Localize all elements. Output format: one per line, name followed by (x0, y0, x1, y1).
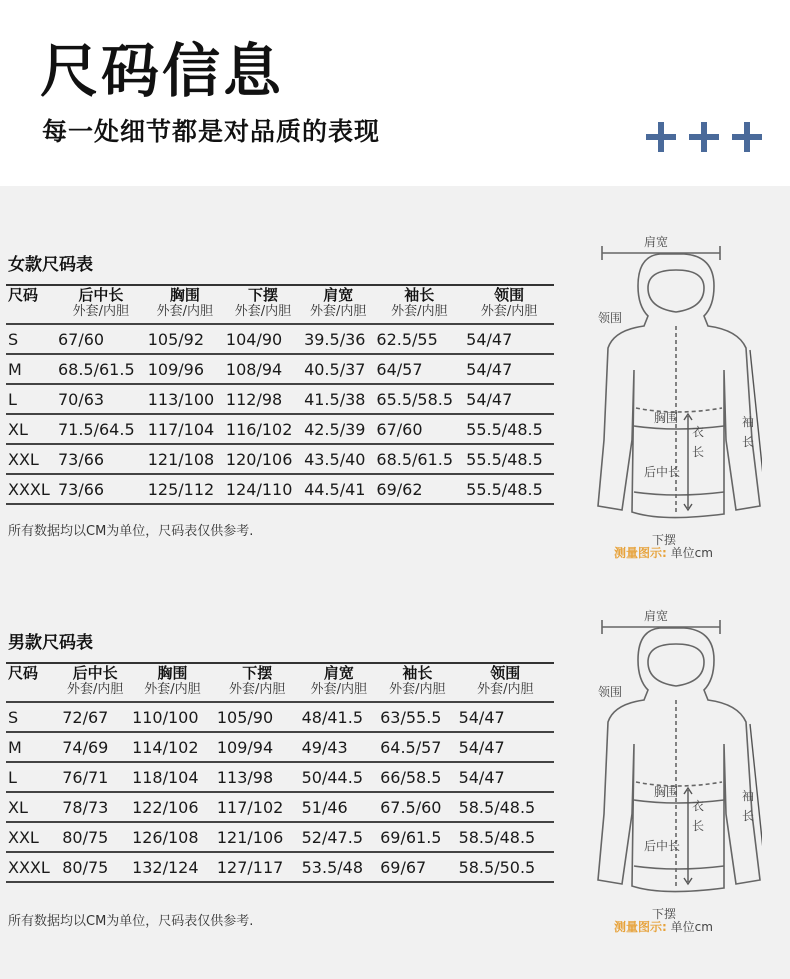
women-measurement-legend (614, 544, 713, 561)
page-header (0, 0, 790, 186)
column-subheader: 外套/内胆 (156, 304, 214, 319)
label-collar: 领围 (598, 311, 623, 325)
legend-label: 测量图示: (614, 546, 667, 560)
measurement-cell: 73/66 (56, 444, 146, 474)
measurement-cell: 68.5/61.5 (374, 444, 464, 474)
measurement-cell: 54/47 (457, 732, 554, 762)
size-cell: XXL (6, 822, 60, 852)
label-back-length: 后中长 (644, 465, 681, 479)
column-subheader: 外套/内胆 (310, 682, 368, 697)
table-row (6, 762, 554, 792)
measurement-cell: 49/43 (300, 732, 378, 762)
column-subheader: 外套/内胆 (234, 304, 292, 319)
table-row (6, 702, 554, 732)
legend-unit: 单位cm (670, 920, 713, 934)
measurement-cell: 55.5/48.5 (464, 414, 554, 444)
measurement-cell: 54/47 (464, 324, 554, 354)
measurement-cell: 50/44.5 (300, 762, 378, 792)
size-cell: XXXL (6, 852, 60, 882)
decorative-plus-row (646, 122, 762, 152)
measurement-cell: 113/100 (146, 384, 224, 414)
label-back-length: 后中长 (644, 839, 681, 853)
measurement-cell: 80/75 (60, 852, 130, 882)
measurement-cell: 69/62 (374, 474, 464, 504)
size-cell: M (6, 354, 56, 384)
measurement-cell: 114/102 (130, 732, 215, 762)
men-size-table (6, 662, 554, 883)
label-collar: 领围 (598, 685, 623, 699)
column-subheader: 外套/内胆 (389, 682, 446, 697)
measurement-cell: 104/90 (224, 324, 302, 354)
measurement-cell: 54/47 (457, 762, 554, 792)
column-subheader: 外套/内胆 (72, 304, 130, 319)
label-chest: 胸围 (654, 785, 679, 799)
measurement-cell: 132/124 (130, 852, 215, 882)
column-header: 后中长 (78, 286, 124, 304)
size-cell: XXL (6, 444, 56, 474)
measurement-cell: 64/57 (374, 354, 464, 384)
measurement-cell: 68.5/61.5 (56, 354, 146, 384)
column-subheader: 外套/内胆 (66, 682, 124, 697)
measurement-cell: 55.5/48.5 (464, 474, 554, 504)
column-header: 胸围 (157, 664, 188, 682)
measurement-cell: 80/75 (60, 822, 130, 852)
measurement-cell: 42.5/39 (302, 414, 374, 444)
table-row (6, 732, 554, 762)
measurement-cell: 70/63 (56, 384, 146, 414)
women-size-section (0, 186, 790, 566)
measurement-cell: 78/73 (60, 792, 130, 822)
measurement-cell: 73/66 (56, 474, 146, 504)
label-hem: 下摆 (652, 907, 677, 921)
measurement-cell: 66/58.5 (378, 762, 456, 792)
legend-unit: 单位cm (670, 546, 713, 560)
measurement-cell: 67.5/60 (378, 792, 456, 822)
women-size-table (6, 284, 554, 505)
measurement-cell: 120/106 (224, 444, 302, 474)
measurement-cell: 121/108 (146, 444, 224, 474)
measurement-cell: 71.5/64.5 (56, 414, 146, 444)
measurement-cell: 62.5/55 (374, 324, 464, 354)
column-header: 袖长 (402, 664, 433, 682)
measurement-cell: 109/96 (146, 354, 224, 384)
column-header-size: 尺码 (8, 664, 39, 682)
plus-icon (732, 122, 762, 152)
plus-icon (689, 122, 719, 152)
measurement-cell: 117/104 (146, 414, 224, 444)
column-subheader: 外套/内胆 (310, 304, 367, 319)
page-title: 尺码信息 (40, 37, 285, 105)
women-table-body (6, 324, 554, 504)
measurement-cell: 48/41.5 (300, 702, 378, 732)
women-measurement-diagram (592, 230, 762, 560)
size-cell: XXXL (6, 474, 56, 504)
measurement-cell: 109/94 (215, 732, 300, 762)
women-table-title: 女款尺码表 (8, 255, 93, 275)
measurement-cell: 113/98 (215, 762, 300, 792)
label-length-2: 长 (692, 445, 705, 459)
men-measurement-diagram (592, 604, 762, 934)
table-row (6, 822, 554, 852)
measurement-cell: 54/47 (464, 354, 554, 384)
measurement-cell: 110/100 (130, 702, 215, 732)
size-cell: L (6, 384, 56, 414)
measurement-cell: 40.5/37 (302, 354, 374, 384)
table-row (6, 384, 554, 414)
table-row (6, 474, 554, 504)
column-header: 袖长 (404, 286, 435, 304)
label-length-1: 衣 (692, 799, 705, 813)
size-cell: L (6, 762, 60, 792)
column-header: 领围 (494, 286, 525, 304)
column-subheader: 外套/内胆 (391, 304, 448, 319)
size-cell: S (6, 702, 60, 732)
men-size-section (0, 566, 790, 979)
label-length-1: 衣 (692, 425, 705, 439)
size-cell: XL (6, 414, 56, 444)
table-row (6, 852, 554, 882)
measurement-cell: 53.5/48 (300, 852, 378, 882)
measurement-cell: 69/61.5 (378, 822, 456, 852)
table-row (6, 792, 554, 822)
measurement-cell: 43.5/40 (302, 444, 374, 474)
label-sleeve-2: 长 (742, 809, 755, 823)
measurement-cell: 105/90 (215, 702, 300, 732)
measurement-cell: 124/110 (224, 474, 302, 504)
column-header: 后中长 (72, 664, 118, 682)
measurement-cell: 58.5/50.5 (457, 852, 554, 882)
measurement-cell: 44.5/41 (302, 474, 374, 504)
measurement-cell: 116/102 (224, 414, 302, 444)
label-length-2: 长 (692, 819, 705, 833)
men-measurement-legend (614, 918, 713, 935)
measurement-cell: 127/117 (215, 852, 300, 882)
table-row (6, 414, 554, 444)
label-sleeve-2: 长 (742, 435, 755, 449)
measurement-cell: 117/102 (215, 792, 300, 822)
men-unit-note: 所有数据均以CM为单位，尺码表仅供参考. (8, 914, 254, 929)
column-header: 肩宽 (323, 664, 354, 682)
label-chest: 胸围 (654, 411, 679, 425)
measurement-cell: 58.5/48.5 (457, 792, 554, 822)
column-subheader: 外套/内胆 (229, 682, 286, 697)
label-hem: 下摆 (652, 533, 677, 547)
label-shoulder: 肩宽 (644, 235, 669, 249)
women-unit-note: 所有数据均以CM为单位，尺码表仅供参考. (8, 524, 254, 539)
measurement-cell: 112/98 (224, 384, 302, 414)
measurement-cell: 126/108 (130, 822, 215, 852)
measurement-cell: 105/92 (146, 324, 224, 354)
measurement-cell: 72/67 (60, 702, 130, 732)
label-shoulder: 肩宽 (644, 609, 669, 623)
measurement-cell: 39.5/36 (302, 324, 374, 354)
table-row (6, 324, 554, 354)
measurement-cell: 51/46 (300, 792, 378, 822)
label-sleeve-1: 袖 (742, 789, 755, 803)
column-header: 领围 (490, 664, 521, 682)
column-header: 下摆 (247, 286, 278, 304)
table-row (6, 354, 554, 384)
measurement-cell: 63/55.5 (378, 702, 456, 732)
label-sleeve-1: 袖 (742, 415, 755, 429)
measurement-cell: 125/112 (146, 474, 224, 504)
measurement-cell: 76/71 (60, 762, 130, 792)
measurement-cell: 122/106 (130, 792, 215, 822)
measurement-cell: 69/67 (378, 852, 456, 882)
measurement-cell: 55.5/48.5 (464, 444, 554, 474)
column-header: 肩宽 (323, 286, 354, 304)
size-cell: XL (6, 792, 60, 822)
table-row (6, 444, 554, 474)
page-subtitle: 每一处细节都是对品质的表现 (42, 117, 381, 146)
size-cell: S (6, 324, 56, 354)
measurement-cell: 58.5/48.5 (457, 822, 554, 852)
measurement-cell: 67/60 (56, 324, 146, 354)
men-table-body (6, 702, 554, 882)
measurement-cell: 52/47.5 (300, 822, 378, 852)
measurement-cell: 74/69 (60, 732, 130, 762)
column-header: 胸围 (169, 286, 200, 304)
plus-icon (646, 122, 676, 152)
measurement-cell: 67/60 (374, 414, 464, 444)
column-header-size: 尺码 (8, 286, 39, 304)
measurement-cell: 64.5/57 (378, 732, 456, 762)
measurement-cell: 118/104 (130, 762, 215, 792)
measurement-cell: 65.5/58.5 (374, 384, 464, 414)
column-header: 下摆 (242, 664, 273, 682)
size-cell: M (6, 732, 60, 762)
measurement-cell: 108/94 (224, 354, 302, 384)
measurement-cell: 121/106 (215, 822, 300, 852)
column-subheader: 外套/内胆 (480, 304, 538, 319)
column-subheader: 外套/内胆 (144, 682, 201, 697)
column-subheader: 外套/内胆 (477, 682, 534, 697)
measurement-cell: 54/47 (457, 702, 554, 732)
legend-label: 测量图示: (614, 920, 667, 934)
measurement-cell: 54/47 (464, 384, 554, 414)
measurement-cell: 41.5/38 (302, 384, 374, 414)
men-table-title: 男款尺码表 (8, 633, 93, 653)
